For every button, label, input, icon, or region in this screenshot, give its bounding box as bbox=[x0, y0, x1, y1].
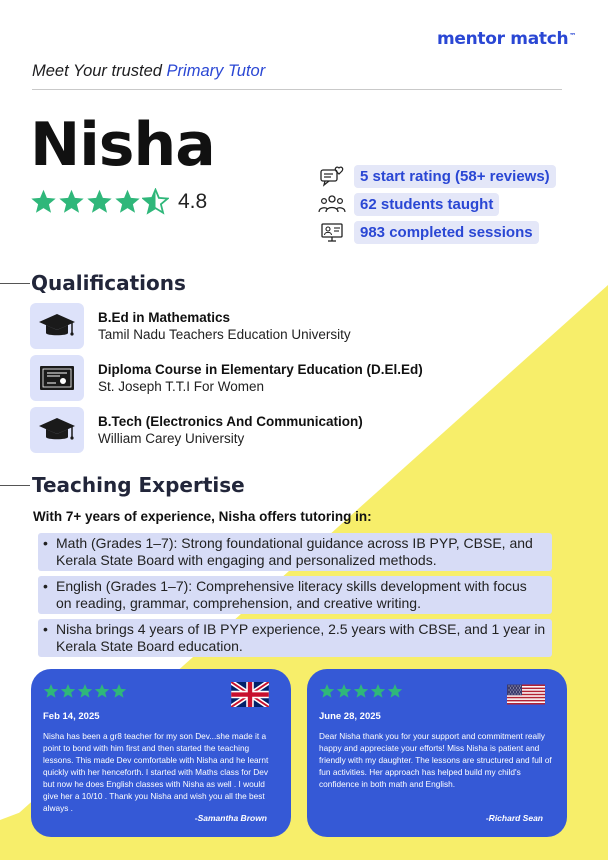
star-icon bbox=[58, 188, 85, 215]
review-text: Nisha has been a gr8 teacher for my son Dev...she made it a point to bond with him first and then started the teaching lessons. This made Dev comfortable with Nisha and he learnt quickly with her henceforth. I started with Maths class for Dev but now he does English classes with Nisha as well . I would give her a 10/10 . Thank you Nisha and wish you all the best always . bbox=[43, 731, 269, 813]
stat-sessions-label: 983 completed sessions bbox=[354, 221, 539, 244]
review-text: Dear Nisha thank you for your support and commitment really happy and appreciate your efforts! Miss Nisha is patient and friendly with my daughter. The lessons are structured and full of fun activities. Her approach has helped build my child's confidence in both math and English. bbox=[319, 731, 552, 789]
tutor-name: Nisha bbox=[30, 110, 215, 180]
star-icon bbox=[111, 683, 127, 699]
section-line bbox=[0, 283, 30, 284]
review-author: -Richard Sean bbox=[485, 813, 543, 823]
star-icon bbox=[94, 683, 110, 699]
review-author: -Samantha Brown bbox=[194, 813, 267, 823]
brand-logo bbox=[437, 29, 576, 49]
star-icon bbox=[86, 188, 113, 215]
expertise-item: • Math (Grades 1–7): Strong foundational guidance across IB PYP, CBSE, and Kerala State Board with engaging and personalized methods. bbox=[38, 533, 552, 571]
review-date: Feb 14, 2025 bbox=[43, 711, 100, 722]
us-flag-icon bbox=[507, 682, 545, 707]
qualification-school: Tamil Nadu Teachers Education University bbox=[98, 327, 351, 342]
section-line bbox=[0, 485, 30, 486]
certificate-icon bbox=[30, 355, 84, 401]
qualification-school: St. Joseph T.T.I For Women bbox=[98, 379, 265, 394]
stat-rating-label: 5 start rating (58+ reviews) bbox=[354, 165, 556, 188]
star-icon bbox=[336, 683, 352, 699]
star-icon bbox=[370, 683, 386, 699]
qualification-title: B.Ed in Mathematics bbox=[98, 310, 231, 325]
qualification-item bbox=[30, 303, 351, 349]
heading-accent: Primary Tutor bbox=[166, 62, 266, 80]
qualification-text bbox=[98, 414, 363, 446]
heading-lead: Meet Your trusted bbox=[32, 62, 167, 80]
star-icon bbox=[353, 683, 369, 699]
tutor-stats bbox=[318, 162, 556, 246]
stat-rating bbox=[318, 162, 556, 190]
uk-flag-icon bbox=[231, 682, 269, 707]
qualification-item bbox=[30, 355, 423, 401]
qualification-title: B.Tech (Electronics And Communication) bbox=[98, 414, 363, 429]
qualification-school: William Carey University bbox=[98, 431, 245, 446]
expertise-item: • English (Grades 1–7): Comprehensive literacy skills development with focus on reading, grammar, comprehension, and creative writing. bbox=[38, 576, 552, 614]
expertise-list bbox=[38, 533, 552, 662]
qualification-title: Diploma Course in Elementary Education (D.El.Ed) bbox=[98, 362, 423, 377]
group-icon bbox=[318, 192, 346, 216]
review-card bbox=[307, 669, 567, 837]
qualifications-title: Qualifications bbox=[31, 271, 186, 295]
qualification-text bbox=[98, 362, 423, 394]
star-icon bbox=[43, 683, 59, 699]
stat-sessions bbox=[318, 218, 556, 246]
divider bbox=[32, 89, 562, 90]
star-icon bbox=[30, 188, 57, 215]
star-icon bbox=[319, 683, 335, 699]
star-icon bbox=[387, 683, 403, 699]
half-star-icon bbox=[142, 188, 169, 215]
trademark-mark: ™ bbox=[569, 32, 576, 40]
star-icon bbox=[60, 683, 76, 699]
review-card bbox=[31, 669, 291, 837]
graduation-cap-icon bbox=[30, 407, 84, 453]
expertise-title: Teaching Expertise bbox=[32, 473, 245, 497]
qualification-text bbox=[98, 310, 351, 342]
qualification-item bbox=[30, 407, 363, 453]
computer-teacher-icon bbox=[318, 220, 346, 244]
expertise-intro: With 7+ years of experience, Nisha offers tutoring in: bbox=[33, 509, 372, 524]
brand-name: mentor match bbox=[436, 29, 569, 49]
star-icon bbox=[77, 683, 93, 699]
rating-stars bbox=[30, 188, 207, 215]
graduation-cap-icon bbox=[30, 303, 84, 349]
star-icon bbox=[114, 188, 141, 215]
chat-heart-icon bbox=[318, 164, 346, 188]
stat-students bbox=[318, 190, 556, 218]
rating-value: 4.8 bbox=[178, 189, 208, 213]
review-date: June 28, 2025 bbox=[319, 711, 381, 722]
expertise-item: • Nisha brings 4 years of IB PYP experience, 2.5 years with CBSE, and 1 year in Kerala State Board education. bbox=[38, 619, 552, 657]
page-heading bbox=[32, 62, 265, 81]
stat-students-label: 62 students taught bbox=[354, 193, 499, 216]
